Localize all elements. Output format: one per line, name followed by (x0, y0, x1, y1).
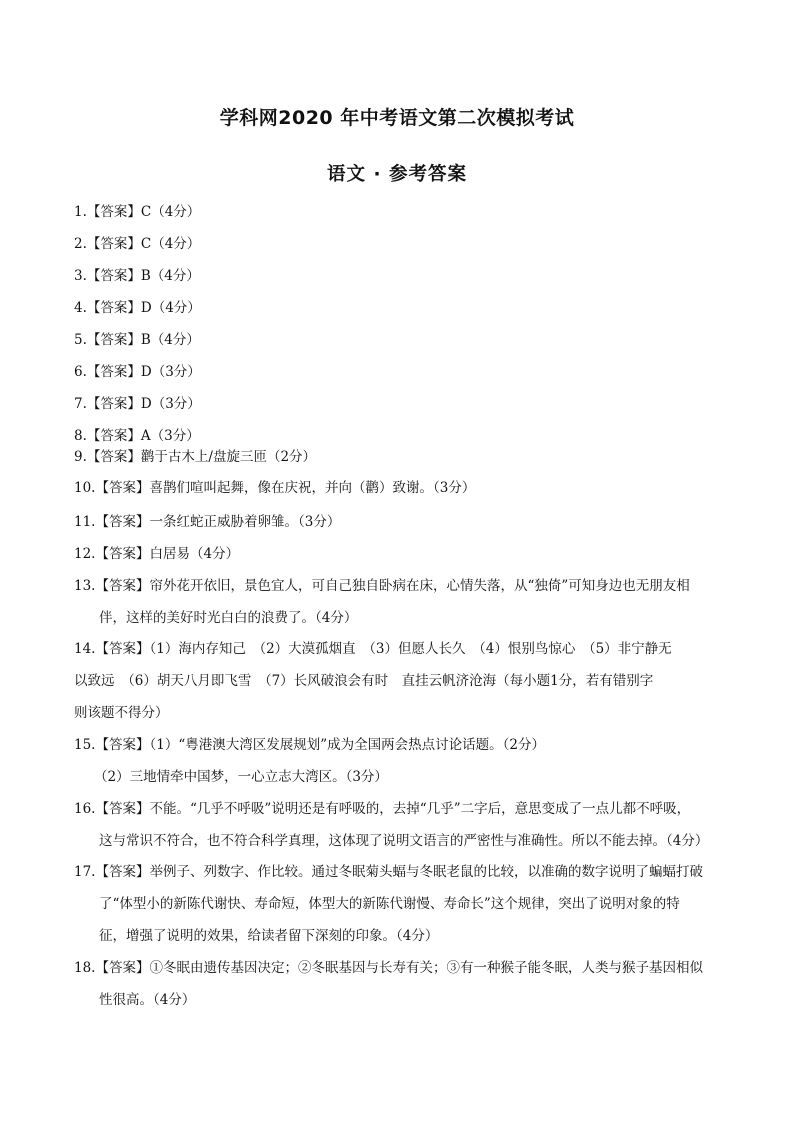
answer-tag: 【答案】 (86, 428, 141, 444)
answer-tag: 【答案】 (95, 641, 150, 657)
answer-number: 8. (74, 428, 87, 444)
answer-item (74, 228, 726, 260)
answer-number: 7. (74, 396, 87, 412)
answer-item (74, 292, 726, 324)
answer-text: C（4分） (140, 236, 201, 252)
answer-tag: 【答案】 (95, 864, 150, 880)
answer-text: ①冬眠由遗传基因决定；②冬眠基因与长寿有关；③有一种猴子能冬眠，人类与猴子基因相似 (149, 960, 703, 976)
answer-item (74, 633, 726, 665)
answer-continuation-line: 性很高。（4分） (99, 992, 196, 1008)
answer-item (74, 856, 726, 888)
answer-text: C（4分） (140, 204, 201, 220)
answer-number: 1. (74, 204, 87, 220)
answer-tag: 【答案】 (86, 396, 141, 412)
answer-number: 14. (74, 641, 96, 657)
answer-number: 13. (74, 578, 96, 594)
answer-text: （1）海内存知己 （2）大漠孤烟直 （3）但愿人长久 （4）恨别鸟惊心 （5）非宁静无 (149, 641, 672, 657)
answer-tag: 【答案】 (86, 449, 141, 465)
answer-continuation-line: 这与常识不符合，也不符合科学真理，这体现了说明文语言的严密性与准确性。所以不能去掉。（4分） (99, 833, 709, 849)
answer-text: 喜鹊们喧叫起舞，像在庆祝，并向（鹳）致谢。（3分） (149, 480, 476, 496)
answer-tag: 【答案】 (86, 332, 141, 348)
answer-number: 12. (74, 546, 96, 562)
answer-text: A（3分） (140, 428, 200, 444)
answer-text: D（4分） (140, 300, 201, 316)
answer-number: 17. (74, 864, 96, 880)
answer-text: 一条红蛇正威胁着卵雏。（3分） (149, 514, 341, 530)
document-title: 学科网2020 年中考语文第二次模拟考试 (219, 107, 575, 129)
answer-tag: 【答案】 (86, 268, 141, 284)
answer-text: B（4分） (140, 268, 200, 284)
answer-tag: 【答案】 (86, 204, 141, 220)
answer-continuation-line: 征，增强了说明的效果，给读者留下深刻的印象。（4分） (99, 928, 439, 944)
answer-item (74, 324, 726, 356)
answer-item (74, 729, 726, 761)
answer-text: 白居易（4分） (149, 546, 240, 562)
answer-tag: 【答案】 (95, 960, 150, 976)
answer-text: 不能。“几乎不呼吸”说明还是有呼吸的，去掉“几乎”二字后，意思变成了一点儿都不呼吸， (149, 801, 691, 817)
answer-number: 2. (74, 236, 87, 252)
answer-number: 4. (74, 300, 87, 316)
answer-number: 18. (74, 960, 96, 976)
answer-continuation-line: 则该题不得分） (74, 705, 169, 721)
answer-text: D（3分） (140, 396, 201, 412)
answer-item (74, 196, 726, 228)
answer-item (74, 388, 726, 420)
answer-number: 16. (74, 801, 96, 817)
answer-tag: 【答案】 (86, 236, 141, 252)
answer-item (74, 260, 726, 292)
document-subtitle: 语文 · 参考答案 (327, 164, 467, 185)
answer-item (74, 952, 726, 984)
answer-number: 6. (74, 364, 87, 380)
answer-item (74, 570, 726, 602)
answer-number: 15. (74, 737, 96, 753)
answer-number: 9. (74, 449, 87, 465)
answer-text: 鹳于古木上/盘旋三匝（2分） (140, 449, 317, 465)
answer-item (74, 538, 726, 570)
answer-tag: 【答案】 (95, 480, 150, 496)
answer-continuation-line: 了“体型小的新陈代谢快、寿命短，体型大的新陈代谢慢、寿命长”这个规律，突出了说明对象的特 (99, 896, 680, 912)
answer-item (74, 441, 726, 473)
answer-item (74, 793, 726, 825)
answer-text: D（3分） (140, 364, 201, 380)
answer-continuation-line: （2）三地情牵中国梦，一心立志大湾区。（3分） (94, 769, 388, 785)
answer-number: 5. (74, 332, 87, 348)
answer-number: 3. (74, 268, 87, 284)
answer-number: 11. (74, 514, 96, 530)
answer-text: 举例子、列数字、作比较。通过冬眠菊头蝠与冬眠老鼠的比较，以准确的数字说明了蝙蝠打破 (149, 864, 703, 880)
answer-tag: 【答案】 (95, 801, 150, 817)
answer-tag: 【答案】 (95, 737, 150, 753)
answer-continuation-line: 以致远 （6）胡天八月即飞雪 （7）长风破浪会有时 直挂云帆济沧海（每小题1分，若有错别字 (74, 673, 654, 689)
answer-continuation-line: 伴，这样的美好时光白白的浪费了。（4分） (99, 610, 358, 626)
answer-tag: 【答案】 (86, 364, 141, 380)
answer-tag: 【答案】 (86, 300, 141, 316)
answer-tag: 【答案】 (95, 514, 150, 530)
answer-item (74, 472, 726, 504)
answer-text: 帘外花开依旧，景色宜人，可自己独自卧病在床，心情失落，从“独倚”可知身边也无朋友相 (149, 578, 690, 594)
answer-tag: 【答案】 (95, 578, 150, 594)
answer-number: 10. (74, 480, 96, 496)
answer-item (74, 506, 726, 538)
answer-item (74, 356, 726, 388)
answer-text: B（4分） (140, 332, 200, 348)
answer-text: （1）“粤港澳大湾区发展规划”成为全国两会热点讨论话题。（2分） (149, 737, 545, 753)
answer-tag: 【答案】 (95, 546, 150, 562)
